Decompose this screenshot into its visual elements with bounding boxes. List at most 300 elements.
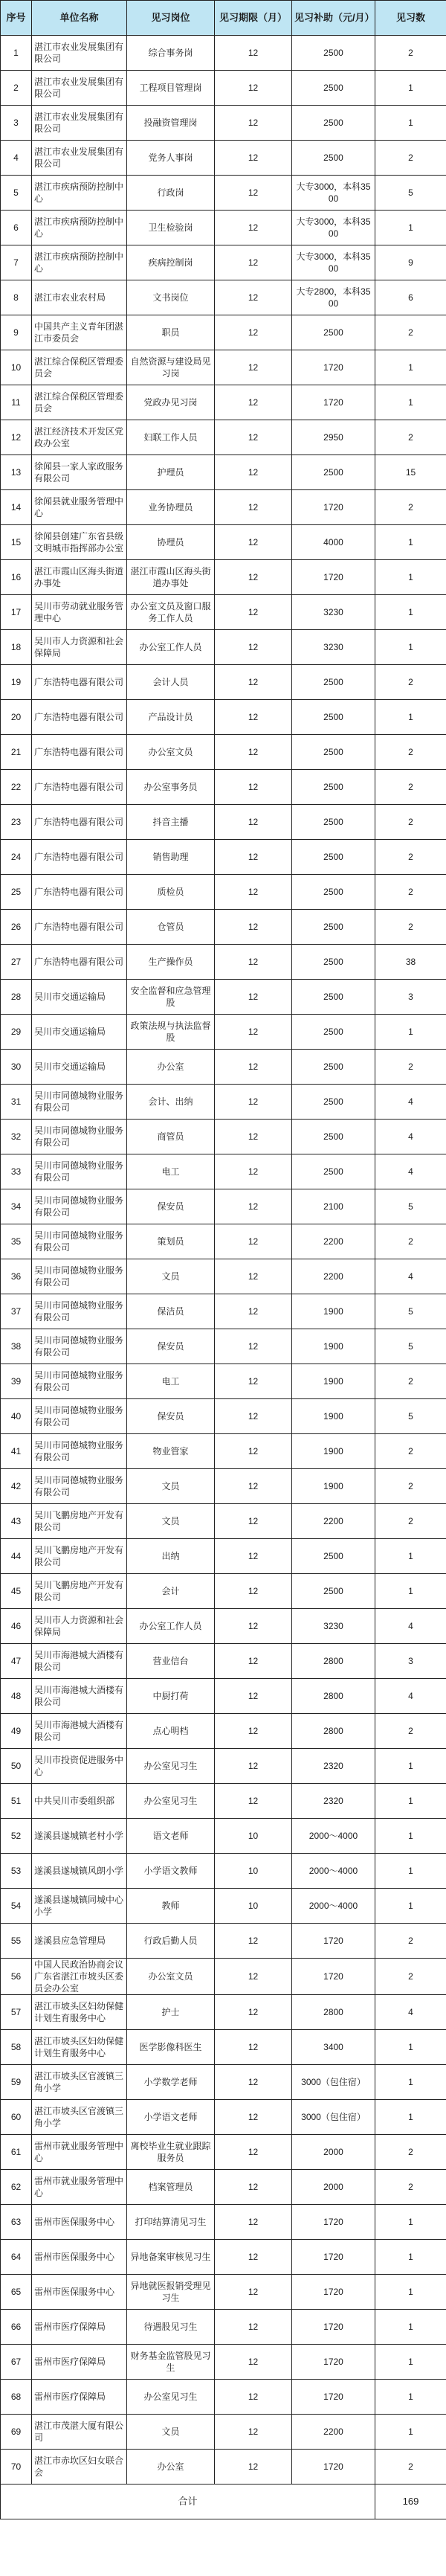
unit-name: 广东浩特电器有限公司 bbox=[32, 875, 127, 910]
unit-name: 中国共产主义青年团湛江市委员会 bbox=[32, 315, 127, 350]
row-index: 58 bbox=[1, 2030, 32, 2065]
intern-count: 2 bbox=[375, 1504, 446, 1539]
unit-name: 湛江市坡头区妇幼保健计划生育服务中心 bbox=[32, 2030, 127, 2065]
intern-count: 2 bbox=[375, 490, 446, 525]
intern-count: 1 bbox=[375, 560, 446, 595]
unit-name: 吴川市同德城物业服务有限公司 bbox=[32, 1120, 127, 1154]
unit-name: 广东浩特电器有限公司 bbox=[32, 770, 127, 805]
allowance: 2000～4000 bbox=[292, 1819, 375, 1854]
position-name: 文员 bbox=[127, 1259, 215, 1294]
duration: 12 bbox=[215, 1574, 292, 1609]
allowance: 2500 bbox=[292, 71, 375, 106]
unit-name: 吴川市同德城物业服务有限公司 bbox=[32, 1189, 127, 1224]
row-index: 19 bbox=[1, 665, 32, 700]
table-row bbox=[1, 2275, 446, 2310]
unit-name: 中共吴川市委组织部 bbox=[32, 1784, 127, 1819]
unit-name: 湛江市疾病预防控制中心 bbox=[32, 211, 127, 245]
position-name: 办公室工作人员 bbox=[127, 1609, 215, 1644]
unit-name: 湛江综合保税区管理委员会 bbox=[32, 350, 127, 385]
row-index: 34 bbox=[1, 1189, 32, 1224]
unit-name: 吴川市投资促进服务中心 bbox=[32, 1749, 127, 1784]
allowance: 1720 bbox=[292, 490, 375, 525]
unit-name: 湛江市农业发展集团有限公司 bbox=[32, 106, 127, 141]
allowance: 3230 bbox=[292, 1609, 375, 1644]
duration: 12 bbox=[215, 1609, 292, 1644]
allowance: 2500 bbox=[292, 980, 375, 1015]
position-name: 投融资管理岗 bbox=[127, 106, 215, 141]
position-name: 协理员 bbox=[127, 525, 215, 560]
intern-count: 5 bbox=[375, 1294, 446, 1329]
unit-name: 遂溪县遂城镇老村小学 bbox=[32, 1819, 127, 1854]
header-unit-name: 单位名称 bbox=[32, 1, 127, 36]
table-row bbox=[1, 1995, 446, 2030]
duration: 12 bbox=[215, 1120, 292, 1154]
duration: 12 bbox=[215, 2170, 292, 2205]
allowance: 2500 bbox=[292, 1085, 375, 1120]
duration: 10 bbox=[215, 1819, 292, 1854]
position-name: 业务协理员 bbox=[127, 490, 215, 525]
position-name: 党政办见习岗 bbox=[127, 385, 215, 420]
allowance: 1720 bbox=[292, 560, 375, 595]
row-index: 32 bbox=[1, 1120, 32, 1154]
row-index: 8 bbox=[1, 280, 32, 315]
row-index: 30 bbox=[1, 1050, 32, 1085]
duration: 12 bbox=[215, 1154, 292, 1189]
intern-count: 1 bbox=[375, 2205, 446, 2240]
allowance: 2500 bbox=[292, 770, 375, 805]
row-index: 52 bbox=[1, 1819, 32, 1854]
allowance: 1900 bbox=[292, 1399, 375, 1434]
duration: 12 bbox=[215, 2450, 292, 2485]
unit-name: 湛江市坡头区官渡镇三角小学 bbox=[32, 2100, 127, 2135]
row-index: 25 bbox=[1, 875, 32, 910]
table-row bbox=[1, 71, 446, 106]
intern-count: 4 bbox=[375, 1085, 446, 1120]
table-row bbox=[1, 1469, 446, 1504]
unit-name: 吴川市交通运输局 bbox=[32, 1015, 127, 1050]
intern-count: 2 bbox=[375, 2450, 446, 2485]
intern-count: 2 bbox=[375, 665, 446, 700]
allowance: 3000（包住宿） bbox=[292, 2100, 375, 2135]
row-index: 49 bbox=[1, 1714, 32, 1749]
table-row bbox=[1, 2170, 446, 2205]
duration: 12 bbox=[215, 770, 292, 805]
table-row bbox=[1, 1189, 446, 1224]
table-row bbox=[1, 840, 446, 875]
table-row bbox=[1, 350, 446, 385]
allowance: 大专3000，本科3500 bbox=[292, 245, 375, 280]
row-index: 12 bbox=[1, 420, 32, 455]
position-name: 工程项目管理岗 bbox=[127, 71, 215, 106]
unit-name: 湛江市疾病预防控制中心 bbox=[32, 245, 127, 280]
unit-name: 吴川市海港城大酒楼有限公司 bbox=[32, 1714, 127, 1749]
table-body bbox=[1, 36, 446, 2485]
allowance: 2500 bbox=[292, 665, 375, 700]
unit-name: 雷州市医疗保障局 bbox=[32, 2310, 127, 2345]
position-name: 卫生检验岗 bbox=[127, 211, 215, 245]
position-name: 自然资源与建设局见习岗 bbox=[127, 350, 215, 385]
table-row bbox=[1, 2415, 446, 2450]
position-name: 护士 bbox=[127, 1995, 215, 2030]
table-row bbox=[1, 245, 446, 280]
duration: 12 bbox=[215, 315, 292, 350]
intern-count: 2 bbox=[375, 1364, 446, 1399]
intern-count: 9 bbox=[375, 245, 446, 280]
position-name: 物业管家 bbox=[127, 1434, 215, 1469]
allowance: 1720 bbox=[292, 2345, 375, 2380]
intern-count: 1 bbox=[375, 2310, 446, 2345]
unit-name: 吴川市交通运输局 bbox=[32, 980, 127, 1015]
duration: 12 bbox=[215, 595, 292, 630]
table-row bbox=[1, 1644, 446, 1679]
row-index: 17 bbox=[1, 595, 32, 630]
allowance: 2950 bbox=[292, 420, 375, 455]
position-name: 办公室见习生 bbox=[127, 1784, 215, 1819]
allowance: 2000～4000 bbox=[292, 1889, 375, 1924]
intern-count: 1 bbox=[375, 106, 446, 141]
row-index: 29 bbox=[1, 1015, 32, 1050]
intern-count: 3 bbox=[375, 1644, 446, 1679]
table-row bbox=[1, 2345, 446, 2380]
allowance: 3230 bbox=[292, 595, 375, 630]
allowance: 2500 bbox=[292, 1050, 375, 1085]
table-row bbox=[1, 280, 446, 315]
unit-name: 吴川市同德城物业服务有限公司 bbox=[32, 1085, 127, 1120]
duration: 12 bbox=[215, 700, 292, 735]
table-row bbox=[1, 2135, 446, 2170]
total-value: 169 bbox=[375, 2485, 446, 2519]
unit-name: 吴川市同德城物业服务有限公司 bbox=[32, 1434, 127, 1469]
position-name: 行政岗 bbox=[127, 176, 215, 211]
table-row bbox=[1, 2205, 446, 2240]
unit-name: 雷州市医保服务中心 bbox=[32, 2275, 127, 2310]
duration: 12 bbox=[215, 455, 292, 490]
duration: 12 bbox=[215, 1189, 292, 1224]
row-index: 65 bbox=[1, 2275, 32, 2310]
row-index: 4 bbox=[1, 141, 32, 176]
position-name: 离校毕业生就业跟踪服务员 bbox=[127, 2135, 215, 2170]
allowance: 2800 bbox=[292, 1995, 375, 2030]
duration: 12 bbox=[215, 1679, 292, 1714]
allowance: 2500 bbox=[292, 455, 375, 490]
position-name: 小学语文老师 bbox=[127, 2100, 215, 2135]
unit-name: 吴川市同德城物业服务有限公司 bbox=[32, 1154, 127, 1189]
row-index: 63 bbox=[1, 2205, 32, 2240]
intern-count: 1 bbox=[375, 385, 446, 420]
duration: 12 bbox=[215, 560, 292, 595]
table-row bbox=[1, 2065, 446, 2100]
table-row bbox=[1, 2030, 446, 2065]
allowance: 2500 bbox=[292, 735, 375, 770]
intern-count: 1 bbox=[375, 1819, 446, 1854]
position-name: 文员 bbox=[127, 2415, 215, 2450]
unit-name: 广东浩特电器有限公司 bbox=[32, 735, 127, 770]
allowance: 1720 bbox=[292, 1959, 375, 1995]
allowance: 2200 bbox=[292, 2415, 375, 2450]
intern-count: 6 bbox=[375, 280, 446, 315]
allowance: 2500 bbox=[292, 36, 375, 71]
table-row bbox=[1, 1784, 446, 1819]
position-name: 策划员 bbox=[127, 1224, 215, 1259]
position-name: 疾病控制岗 bbox=[127, 245, 215, 280]
intern-count: 2 bbox=[375, 36, 446, 71]
allowance: 1720 bbox=[292, 1924, 375, 1959]
intern-count: 1 bbox=[375, 2275, 446, 2310]
intern-count: 1 bbox=[375, 71, 446, 106]
row-index: 26 bbox=[1, 910, 32, 945]
allowance: 2500 bbox=[292, 805, 375, 840]
intern-count: 1 bbox=[375, 2065, 446, 2100]
position-name: 文员 bbox=[127, 1469, 215, 1504]
intern-count: 2 bbox=[375, 735, 446, 770]
unit-name: 雷州市医保服务中心 bbox=[32, 2205, 127, 2240]
position-name: 保安员 bbox=[127, 1189, 215, 1224]
duration: 12 bbox=[215, 2030, 292, 2065]
table-row bbox=[1, 1364, 446, 1399]
table-row bbox=[1, 1154, 446, 1189]
intern-count: 2 bbox=[375, 1469, 446, 1504]
position-name: 行政后勤人员 bbox=[127, 1924, 215, 1959]
header-allowance: 见习补助（元/月） bbox=[292, 1, 375, 36]
table-row bbox=[1, 630, 446, 665]
position-name: 商管员 bbox=[127, 1120, 215, 1154]
row-index: 38 bbox=[1, 1329, 32, 1364]
intern-count: 2 bbox=[375, 840, 446, 875]
allowance: 1720 bbox=[292, 2380, 375, 2415]
table-row bbox=[1, 1329, 446, 1364]
intern-count: 5 bbox=[375, 1189, 446, 1224]
duration: 12 bbox=[215, 211, 292, 245]
table-row bbox=[1, 1749, 446, 1784]
position-name: 待遇股见习生 bbox=[127, 2310, 215, 2345]
row-index: 28 bbox=[1, 980, 32, 1015]
row-index: 62 bbox=[1, 2170, 32, 2205]
table-row bbox=[1, 1539, 446, 1574]
table-row bbox=[1, 490, 446, 525]
duration: 12 bbox=[215, 2310, 292, 2345]
intern-count: 2 bbox=[375, 875, 446, 910]
intern-count: 4 bbox=[375, 1259, 446, 1294]
total-row bbox=[1, 2485, 446, 2519]
duration: 12 bbox=[215, 735, 292, 770]
table-row bbox=[1, 1924, 446, 1959]
row-index: 66 bbox=[1, 2310, 32, 2345]
table-row bbox=[1, 700, 446, 735]
position-name: 办公室见习生 bbox=[127, 2380, 215, 2415]
unit-name: 湛江市赤坎区妇女联合会 bbox=[32, 2450, 127, 2485]
row-index: 36 bbox=[1, 1259, 32, 1294]
position-name: 护理员 bbox=[127, 455, 215, 490]
allowance: 1720 bbox=[292, 2275, 375, 2310]
position-name: 办公室文员 bbox=[127, 1959, 215, 1995]
row-index: 41 bbox=[1, 1434, 32, 1469]
row-index: 53 bbox=[1, 1854, 32, 1889]
allowance: 3230 bbox=[292, 630, 375, 665]
allowance: 2000 bbox=[292, 2135, 375, 2170]
intern-count: 1 bbox=[375, 595, 446, 630]
unit-name: 遂溪县应急管理局 bbox=[32, 1924, 127, 1959]
intern-count: 2 bbox=[375, 770, 446, 805]
unit-name: 吴川市海港城大酒楼有限公司 bbox=[32, 1679, 127, 1714]
table-row bbox=[1, 1120, 446, 1154]
row-index: 54 bbox=[1, 1889, 32, 1924]
row-index: 16 bbox=[1, 560, 32, 595]
allowance: 1900 bbox=[292, 1434, 375, 1469]
table-row bbox=[1, 420, 446, 455]
position-name: 小学数学老师 bbox=[127, 2065, 215, 2100]
header-count: 见习数 bbox=[375, 1, 446, 36]
table-row bbox=[1, 735, 446, 770]
position-name: 电工 bbox=[127, 1154, 215, 1189]
allowance: 2100 bbox=[292, 1189, 375, 1224]
allowance: 2200 bbox=[292, 1504, 375, 1539]
position-name: 医学影像科医生 bbox=[127, 2030, 215, 2065]
row-index: 48 bbox=[1, 1679, 32, 1714]
duration: 12 bbox=[215, 665, 292, 700]
duration: 12 bbox=[215, 1749, 292, 1784]
intern-count: 5 bbox=[375, 1329, 446, 1364]
table-row bbox=[1, 2450, 446, 2485]
row-index: 20 bbox=[1, 700, 32, 735]
position-name: 小学语文教师 bbox=[127, 1854, 215, 1889]
unit-name: 吴川市劳动就业服务管理中心 bbox=[32, 595, 127, 630]
row-index: 9 bbox=[1, 315, 32, 350]
unit-name: 广东浩特电器有限公司 bbox=[32, 665, 127, 700]
row-index: 7 bbox=[1, 245, 32, 280]
allowance: 2500 bbox=[292, 106, 375, 141]
intern-count: 4 bbox=[375, 1679, 446, 1714]
duration: 12 bbox=[215, 1085, 292, 1120]
unit-name: 吴川市同德城物业服务有限公司 bbox=[32, 1329, 127, 1364]
intern-count: 1 bbox=[375, 211, 446, 245]
allowance: 2000～4000 bbox=[292, 1854, 375, 1889]
position-name: 办公室 bbox=[127, 2450, 215, 2485]
intern-count: 2 bbox=[375, 315, 446, 350]
unit-name: 吴川飞鹏房地产开发有限公司 bbox=[32, 1504, 127, 1539]
allowance: 2500 bbox=[292, 1574, 375, 1609]
position-name: 语文老师 bbox=[127, 1819, 215, 1854]
intern-count: 1 bbox=[375, 1854, 446, 1889]
allowance: 2500 bbox=[292, 840, 375, 875]
unit-name: 雷州市医疗保障局 bbox=[32, 2380, 127, 2415]
intern-count: 2 bbox=[375, 1924, 446, 1959]
position-name: 仓管员 bbox=[127, 910, 215, 945]
unit-name: 湛江经济技术开发区党政办公室 bbox=[32, 420, 127, 455]
intern-count: 1 bbox=[375, 1574, 446, 1609]
duration: 12 bbox=[215, 1995, 292, 2030]
table-row bbox=[1, 980, 446, 1015]
duration: 12 bbox=[215, 1050, 292, 1085]
table-row bbox=[1, 945, 446, 980]
unit-name: 广东浩特电器有限公司 bbox=[32, 700, 127, 735]
row-index: 39 bbox=[1, 1364, 32, 1399]
duration: 12 bbox=[215, 2345, 292, 2380]
position-name: 办公室文员 bbox=[127, 735, 215, 770]
total-label: 合计 bbox=[1, 2485, 375, 2519]
allowance: 2500 bbox=[292, 1539, 375, 1574]
table-row bbox=[1, 455, 446, 490]
row-index: 2 bbox=[1, 71, 32, 106]
duration: 12 bbox=[215, 2205, 292, 2240]
duration: 12 bbox=[215, 840, 292, 875]
intern-count: 4 bbox=[375, 1154, 446, 1189]
duration: 12 bbox=[215, 1504, 292, 1539]
row-index: 59 bbox=[1, 2065, 32, 2100]
unit-name: 湛江市茂湛大厦有限公司 bbox=[32, 2415, 127, 2450]
allowance: 2500 bbox=[292, 910, 375, 945]
duration: 12 bbox=[215, 106, 292, 141]
duration: 12 bbox=[215, 1224, 292, 1259]
duration: 12 bbox=[215, 71, 292, 106]
intern-count: 1 bbox=[375, 630, 446, 665]
unit-name: 湛江市农业农村局 bbox=[32, 280, 127, 315]
table-row bbox=[1, 176, 446, 211]
intern-count: 1 bbox=[375, 700, 446, 735]
intern-count: 2 bbox=[375, 910, 446, 945]
unit-name: 湛江市农业发展集团有限公司 bbox=[32, 36, 127, 71]
position-name: 办公室见习生 bbox=[127, 1749, 215, 1784]
intern-count: 2 bbox=[375, 141, 446, 176]
intern-count: 2 bbox=[375, 805, 446, 840]
unit-name: 雷州市医疗保障局 bbox=[32, 2345, 127, 2380]
row-index: 70 bbox=[1, 2450, 32, 2485]
unit-name: 雷州市医保服务中心 bbox=[32, 2240, 127, 2275]
table-row bbox=[1, 1259, 446, 1294]
row-index: 23 bbox=[1, 805, 32, 840]
row-index: 51 bbox=[1, 1784, 32, 1819]
position-name: 生产操作员 bbox=[127, 945, 215, 980]
intern-count: 3 bbox=[375, 980, 446, 1015]
row-index: 69 bbox=[1, 2415, 32, 2450]
allowance: 2320 bbox=[292, 1784, 375, 1819]
duration: 12 bbox=[215, 2275, 292, 2310]
position-name: 职员 bbox=[127, 315, 215, 350]
unit-name: 雷州市就业服务管理中心 bbox=[32, 2170, 127, 2205]
duration: 12 bbox=[215, 1644, 292, 1679]
unit-name: 吴川市同德城物业服务有限公司 bbox=[32, 1224, 127, 1259]
row-index: 45 bbox=[1, 1574, 32, 1609]
intern-count: 1 bbox=[375, 1889, 446, 1924]
table-row bbox=[1, 1085, 446, 1120]
row-index: 14 bbox=[1, 490, 32, 525]
intern-count: 4 bbox=[375, 1609, 446, 1644]
table-row bbox=[1, 1574, 446, 1609]
header-index: 序号 bbox=[1, 1, 32, 36]
position-name: 安全监督和应急管理股 bbox=[127, 980, 215, 1015]
intern-count: 1 bbox=[375, 350, 446, 385]
allowance: 2500 bbox=[292, 945, 375, 980]
allowance: 1720 bbox=[292, 385, 375, 420]
unit-name: 吴川市人力资源和社会保障局 bbox=[32, 630, 127, 665]
duration: 12 bbox=[215, 1329, 292, 1364]
unit-name: 广东浩特电器有限公司 bbox=[32, 840, 127, 875]
row-index: 44 bbox=[1, 1539, 32, 1574]
row-index: 42 bbox=[1, 1469, 32, 1504]
allowance: 2500 bbox=[292, 315, 375, 350]
duration: 12 bbox=[215, 36, 292, 71]
row-index: 47 bbox=[1, 1644, 32, 1679]
table-row bbox=[1, 1714, 446, 1749]
position-name: 打印结算清见习生 bbox=[127, 2205, 215, 2240]
duration: 10 bbox=[215, 1854, 292, 1889]
position-name: 保洁员 bbox=[127, 1294, 215, 1329]
position-name: 办公室文员及窗口服务工作人员 bbox=[127, 595, 215, 630]
duration: 12 bbox=[215, 2135, 292, 2170]
allowance: 1720 bbox=[292, 2450, 375, 2485]
duration: 12 bbox=[215, 1015, 292, 1050]
table-row bbox=[1, 315, 446, 350]
intern-count: 15 bbox=[375, 455, 446, 490]
